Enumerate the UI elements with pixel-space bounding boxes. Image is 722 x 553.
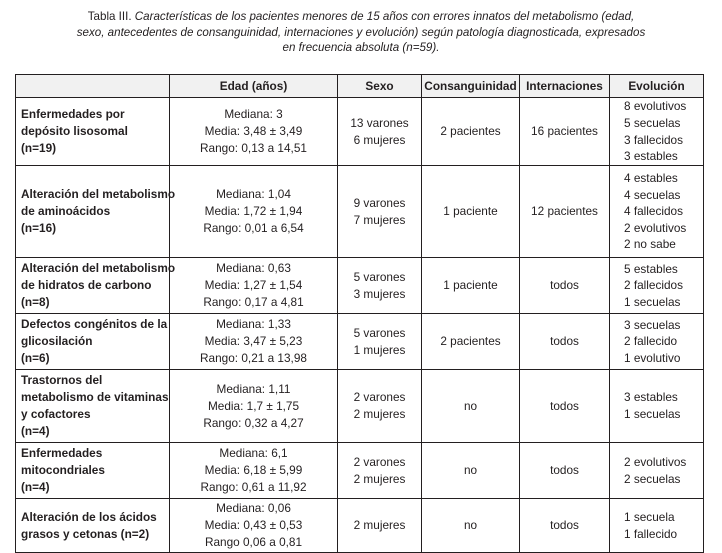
hospitalizations-cell: todos (520, 314, 610, 370)
sex-cell (338, 98, 422, 166)
header-hospitalizations: Internaciones (520, 75, 610, 98)
evolution-cell (610, 314, 704, 370)
age-line: Mediana: 3 (224, 107, 283, 121)
age-line: Rango: 0,32 a 4,27 (203, 415, 304, 430)
age-cell (170, 443, 338, 499)
evolution-line: 2 evolutivos (624, 220, 687, 235)
condition-cell (16, 499, 170, 553)
age-line: Rango: 0,21 a 13,98 (200, 351, 307, 365)
condition-line: (n=8) (21, 295, 50, 309)
age-cell (170, 499, 338, 553)
age-cell (170, 314, 338, 370)
consanguinity-cell: no (422, 499, 520, 553)
age-line: Rango 0,06 a 0,81 (204, 535, 303, 549)
sex-cell (338, 443, 422, 499)
condition-line: (n=6) (21, 351, 50, 365)
sex-line: 5 varones (353, 269, 406, 284)
hospitalizations-cell: todos (520, 499, 610, 553)
evolution-cell (610, 98, 704, 166)
age-line: Rango: 0,13 a 14,51 (200, 141, 307, 155)
condition-cell (16, 98, 170, 166)
evolution-line: 3 fallecidos (624, 132, 684, 147)
condition-cell (16, 258, 176, 314)
condition-line: (n=16) (21, 221, 57, 235)
condition-line: Enfermedades (21, 446, 103, 460)
condition-line: Alteración del metabolismo (21, 187, 176, 201)
consanguinity-cell: no (422, 443, 520, 499)
consanguinity-cell: 2 pacientes (422, 314, 520, 370)
evolution-line: 3 estables (624, 149, 678, 164)
evolution-line: 4 fallecidos (624, 204, 684, 219)
condition-cell (16, 370, 170, 443)
evolution-line: 2 evolutivos (624, 454, 687, 469)
table-row (16, 499, 704, 553)
age-cell (170, 98, 338, 166)
age-line: Mediana: 0,63 (216, 261, 291, 275)
table-row (16, 258, 704, 314)
age-cell (170, 370, 338, 443)
age-line: Media: 3,47 ± 5,23 (204, 334, 303, 348)
evolution-cell (610, 166, 704, 258)
caption-line-3: en frecuencia absoluta (n=59). (282, 41, 440, 55)
age-line: Mediana: 0,06 (216, 501, 291, 515)
age-line: Media: 3,48 ± 3,49 (204, 124, 303, 138)
age-line: Mediana: 1,11 (216, 381, 291, 396)
condition-line: mitocondriales (21, 463, 105, 477)
consanguinity-cell: 1 paciente (422, 258, 520, 314)
age-cell (170, 258, 338, 314)
hospitalizations-cell: 16 pacientes (520, 98, 610, 166)
evolution-line: 5 estables (624, 261, 678, 276)
sex-line: 6 mujeres (353, 132, 406, 147)
age-line: Mediana: 1,04 (216, 187, 291, 201)
condition-line: Trastornos del (21, 373, 103, 387)
condition-line: de hidratos de carbono (21, 278, 152, 292)
table-row (16, 314, 704, 370)
condition-line: metabolismo de vitaminas (21, 390, 169, 404)
hospitalizations-cell: todos (520, 258, 610, 314)
condition-cell (16, 443, 170, 499)
table-row (16, 98, 704, 166)
sex-cell (338, 314, 422, 370)
condition-cell (16, 314, 170, 370)
evolution-line: 8 evolutivos (624, 99, 687, 114)
evolution-cell (610, 370, 704, 443)
evolution-line: 1 evolutivo (624, 350, 681, 365)
age-line: Media: 1,7 ± 1,75 (207, 398, 300, 413)
condition-line: grasos y cetonas (n=2) (21, 526, 150, 541)
evolution-line: 3 secuelas (624, 317, 681, 332)
condition-line: (n=4) (21, 480, 50, 494)
table-row (16, 370, 704, 443)
caption-label: Tabla III. (87, 10, 135, 23)
header-consanguinity: Consanguinidad (422, 75, 520, 98)
characteristics-table (15, 74, 704, 553)
sex-line: 5 varones (353, 325, 406, 340)
header-row (16, 75, 704, 98)
sex-line: 1 mujeres (353, 342, 406, 357)
condition-line: de aminoácidos (21, 204, 111, 218)
age-line: Mediana: 1,33 (216, 317, 291, 331)
age-line: Rango: 0,17 a 4,81 (203, 295, 304, 309)
sex-cell (338, 258, 422, 314)
evolution-line: 1 secuelas (624, 407, 681, 421)
hospitalizations-cell: todos (520, 443, 610, 499)
evolution-line: 2 fallecidos (624, 278, 684, 293)
table-row (16, 166, 704, 258)
header-sex: Sexo (338, 75, 422, 98)
sex-line: 2 mujeres (353, 518, 406, 532)
condition-line: (n=19) (21, 141, 57, 155)
header-evolution: Evolución (610, 75, 704, 98)
sex-cell (338, 499, 422, 553)
consanguinity-cell: 2 pacientes (422, 98, 520, 166)
sex-cell (338, 370, 422, 443)
age-line: Media: 6,18 ± 5,99 (204, 463, 303, 477)
evolution-cell (610, 499, 704, 553)
evolution-line: 1 secuela (624, 509, 675, 524)
condition-line: Defectos congénitos de la (21, 317, 168, 331)
header-age: Edad (años) (170, 75, 338, 98)
sex-line: 7 mujeres (353, 212, 406, 227)
hospitalizations-cell: todos (520, 370, 610, 443)
age-line: Media: 1,27 ± 1,54 (204, 278, 303, 292)
table-body (16, 98, 704, 553)
sex-line: 2 varones (353, 454, 406, 469)
sex-line: 2 varones (353, 390, 406, 404)
age-line: Mediana: 6,1 (219, 446, 288, 460)
condition-cell (16, 166, 176, 258)
evolution-cell (610, 258, 704, 314)
evolution-line: 4 estables (624, 171, 678, 186)
evolution-line: 2 secuelas (624, 471, 681, 486)
condition-line: y cofactores (21, 407, 91, 421)
header-empty-cell (16, 75, 170, 98)
sex-line: 13 varones (350, 115, 409, 130)
age-line: Media: 1,72 ± 1,94 (204, 204, 303, 218)
sex-line: 3 mujeres (353, 286, 406, 301)
evolution-line: 2 fallecido (624, 334, 678, 349)
evolution-line: 1 secuelas (624, 294, 681, 309)
sex-line: 2 mujeres (353, 407, 406, 421)
caption-line-1: Características de los pacientes menores de 15 años con errores innatos del metabolismo (edad, (134, 10, 635, 23)
evolution-line: 3 estables (624, 390, 678, 405)
table-caption (14, 9, 708, 56)
age-line: Rango: 0,01 a 6,54 (203, 221, 304, 235)
condition-line: Enfermedades por (21, 107, 125, 121)
age-line: Media: 0,43 ± 0,53 (204, 518, 303, 532)
hospitalizations-cell: 12 pacientes (520, 166, 610, 258)
condition-line: depósito lisosomal (21, 124, 128, 138)
sex-line: 9 varones (353, 195, 406, 210)
condition-line: Alteración del metabolismo (21, 261, 176, 275)
caption-line-2: sexo, antecedentes de consanguinidad, internaciones y evolución) según patología diagnosticada, expresados (76, 25, 646, 39)
evolution-line: 5 secuelas (624, 115, 681, 130)
evolution-cell (610, 443, 704, 499)
evolution-line: 4 secuelas (624, 187, 681, 202)
table-row (16, 443, 704, 499)
age-cell (170, 166, 338, 258)
condition-line: Alteración de los ácidos (21, 509, 157, 524)
consanguinity-cell: 1 paciente (422, 166, 520, 258)
condition-line: (n=4) (21, 424, 50, 438)
evolution-line: 1 fallecido (624, 526, 678, 541)
sex-cell (338, 166, 422, 258)
evolution-line: 2 no sabe (624, 237, 676, 252)
age-line: Rango: 0,61 a 11,92 (200, 480, 307, 494)
sex-line: 2 mujeres (353, 471, 406, 486)
consanguinity-cell: no (422, 370, 520, 443)
condition-line: glicosilación (21, 334, 93, 348)
